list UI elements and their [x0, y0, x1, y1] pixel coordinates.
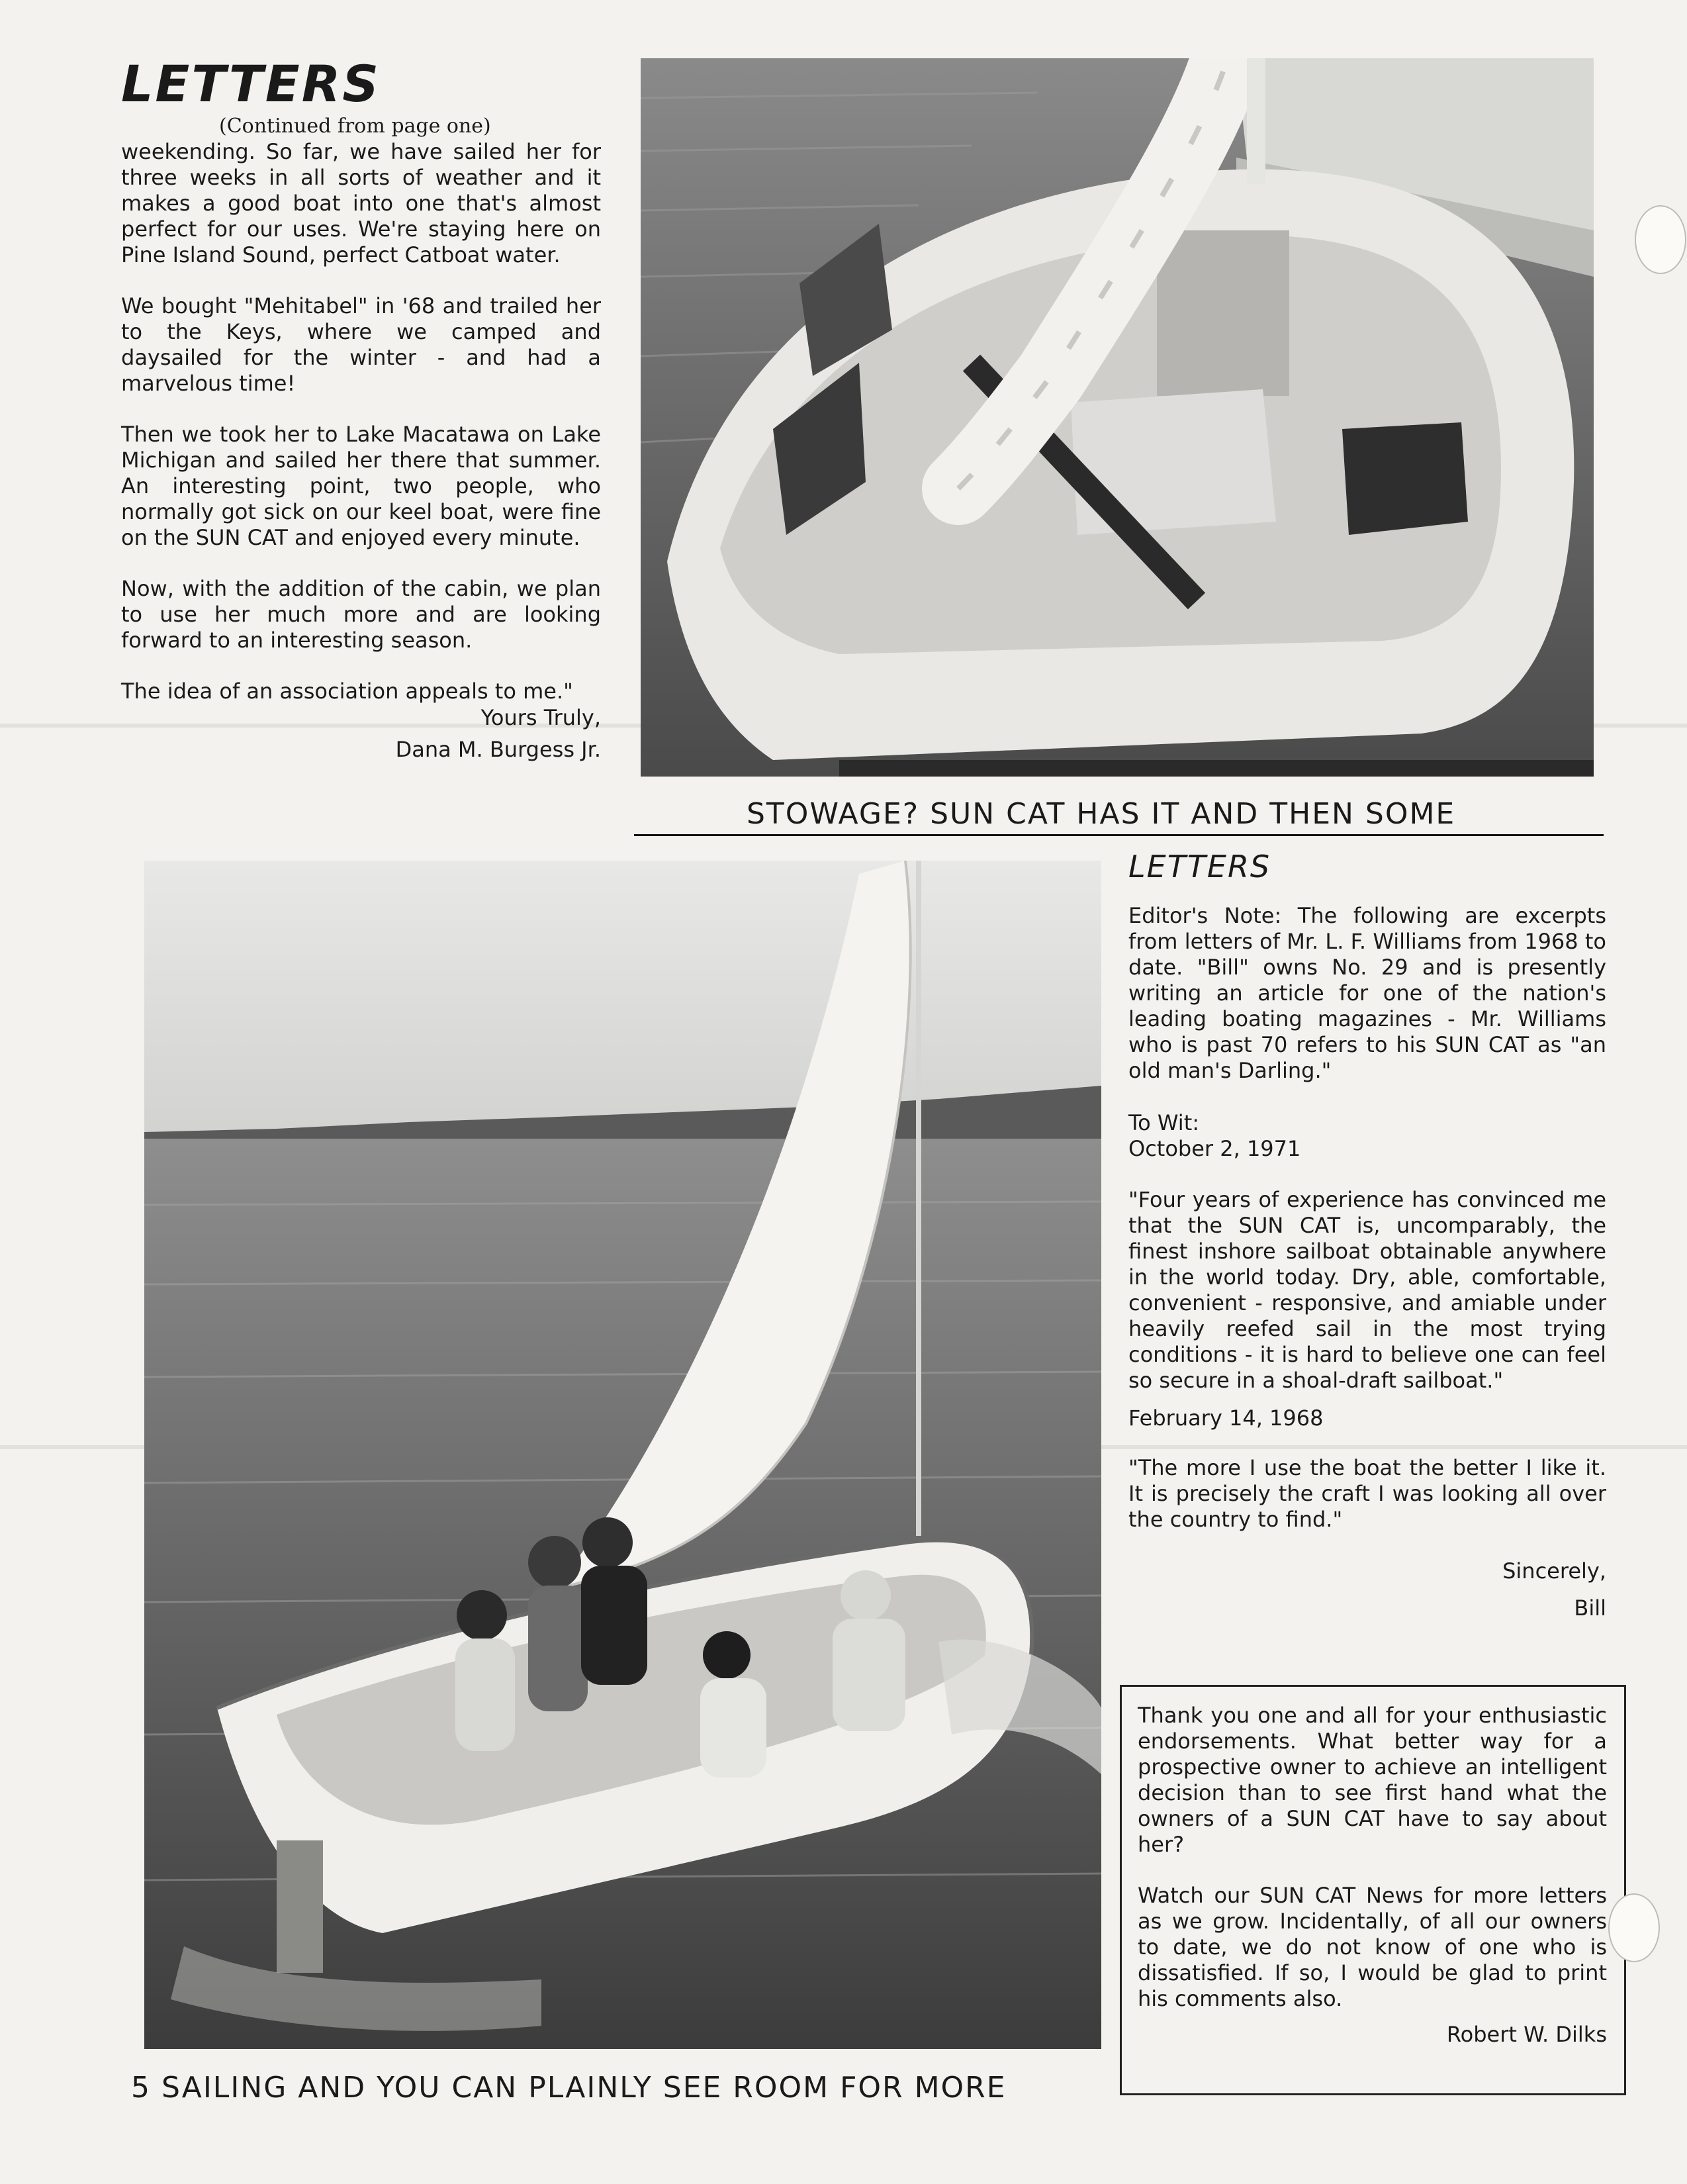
more-letters-paragraph: Watch our SUN CAT News for more letters as we grow. Incidentally, of all our owners to date, we do not know of one who is dissatisfied. If so, I would be glad to print his comments also.	[1138, 1883, 1607, 2011]
letter-paragraph: We bought "Mehitabel" in '68 and trailed her to the Keys, where we camped and daysailed for the winter - and had a marvelous time!	[121, 293, 601, 396]
continued-note: (Continued from page one)	[219, 115, 491, 138]
letter-closing: Yours Truly,	[480, 705, 601, 730]
boat-cockpit-illustration	[641, 58, 1594, 777]
sailboat-illustration	[144, 861, 1101, 2049]
sailing-caption: 5 SAILING AND YOU CAN PLAINLY SEE ROOM FOR MORE	[131, 2071, 1007, 2105]
williams-closing: Sincerely,	[1502, 1558, 1606, 1584]
letters-subheading: LETTERS	[1128, 849, 1271, 884]
williams-signer: Bill	[1574, 1595, 1606, 1621]
letter-date-1968: February 14, 1968	[1128, 1405, 1324, 1431]
punch-hole	[1635, 205, 1686, 274]
letters-continued-column	[121, 54, 601, 765]
punch-hole	[1608, 1893, 1660, 1962]
letter-paragraph: Now, with the addition of the cabin, we plan to use her much more and are looking forward to an interesting season.	[121, 576, 601, 653]
letter-paragraph: Then we took her to Lake Macatawa on Lake Michigan and sailed her there that summer. An interesting point, two people, who normally got sick on our keel boat, were fine on the SUN CAT and enjoyed every minute.	[121, 422, 601, 550]
dilks-signer: Robert W. Dilks	[1446, 2022, 1607, 2047]
williams-quote-1968: "The more I use the boat the better I like it. It is precisely the craft I was looking all over the country to find."	[1128, 1455, 1606, 1532]
letters-williams-column	[1128, 849, 1606, 1627]
editor-thanks-box	[1120, 1685, 1626, 2095]
editors-note: Editor's Note: The following are excerpts from letters of Mr. L. F. Williams from 1968 to date. "Bill" owns No. 29 and is presently writing an article for one of the nation's leading boating magazines - Mr. Williams who is past 70 refers to his SUN CAT as "an old man's Darling."	[1128, 903, 1606, 1083]
letter-paragraph: The idea of an association appeals to me."	[121, 679, 573, 704]
to-wit-label: To Wit:	[1128, 1110, 1200, 1135]
thanks-paragraph: Thank you one and all for your enthusiastic endorsements. What better way for a prospective owner to achieve an intelligent decision than to see first hand what the owners of a SUN CAT have to say about her?	[1138, 1703, 1607, 1857]
letters-heading: LETTERS	[121, 54, 381, 113]
williams-quote-1971: "Four years of experience has convinced me that the SUN CAT is, uncomparably, the finest inshore sailboat obtainable anywhere in the world today. Dry, able, comfortable, convenient - responsive, and amiable under heavily reefed sail in the most trying conditions - it is hard to believe one can feel so secure in a shoal-draft sailboat."	[1128, 1187, 1606, 1393]
letter-date-1971: October 2, 1971	[1128, 1136, 1301, 1161]
letter-paragraph: weekending. So far, we have sailed her for three weeks in all sorts of weather and it makes a good boat into one that's almost perfect for our uses. We're staying here on Pine Island Sound, perfect Catboat water.	[121, 139, 601, 267]
letter-body	[121, 139, 601, 704]
stowage-caption: STOWAGE? SUN CAT HAS IT AND THEN SOME	[747, 797, 1456, 831]
letter-signer: Dana M. Burgess Jr.	[395, 737, 601, 762]
stowage-photo	[641, 58, 1594, 777]
caption-rule	[634, 834, 1604, 836]
sailing-photo	[144, 861, 1101, 2049]
